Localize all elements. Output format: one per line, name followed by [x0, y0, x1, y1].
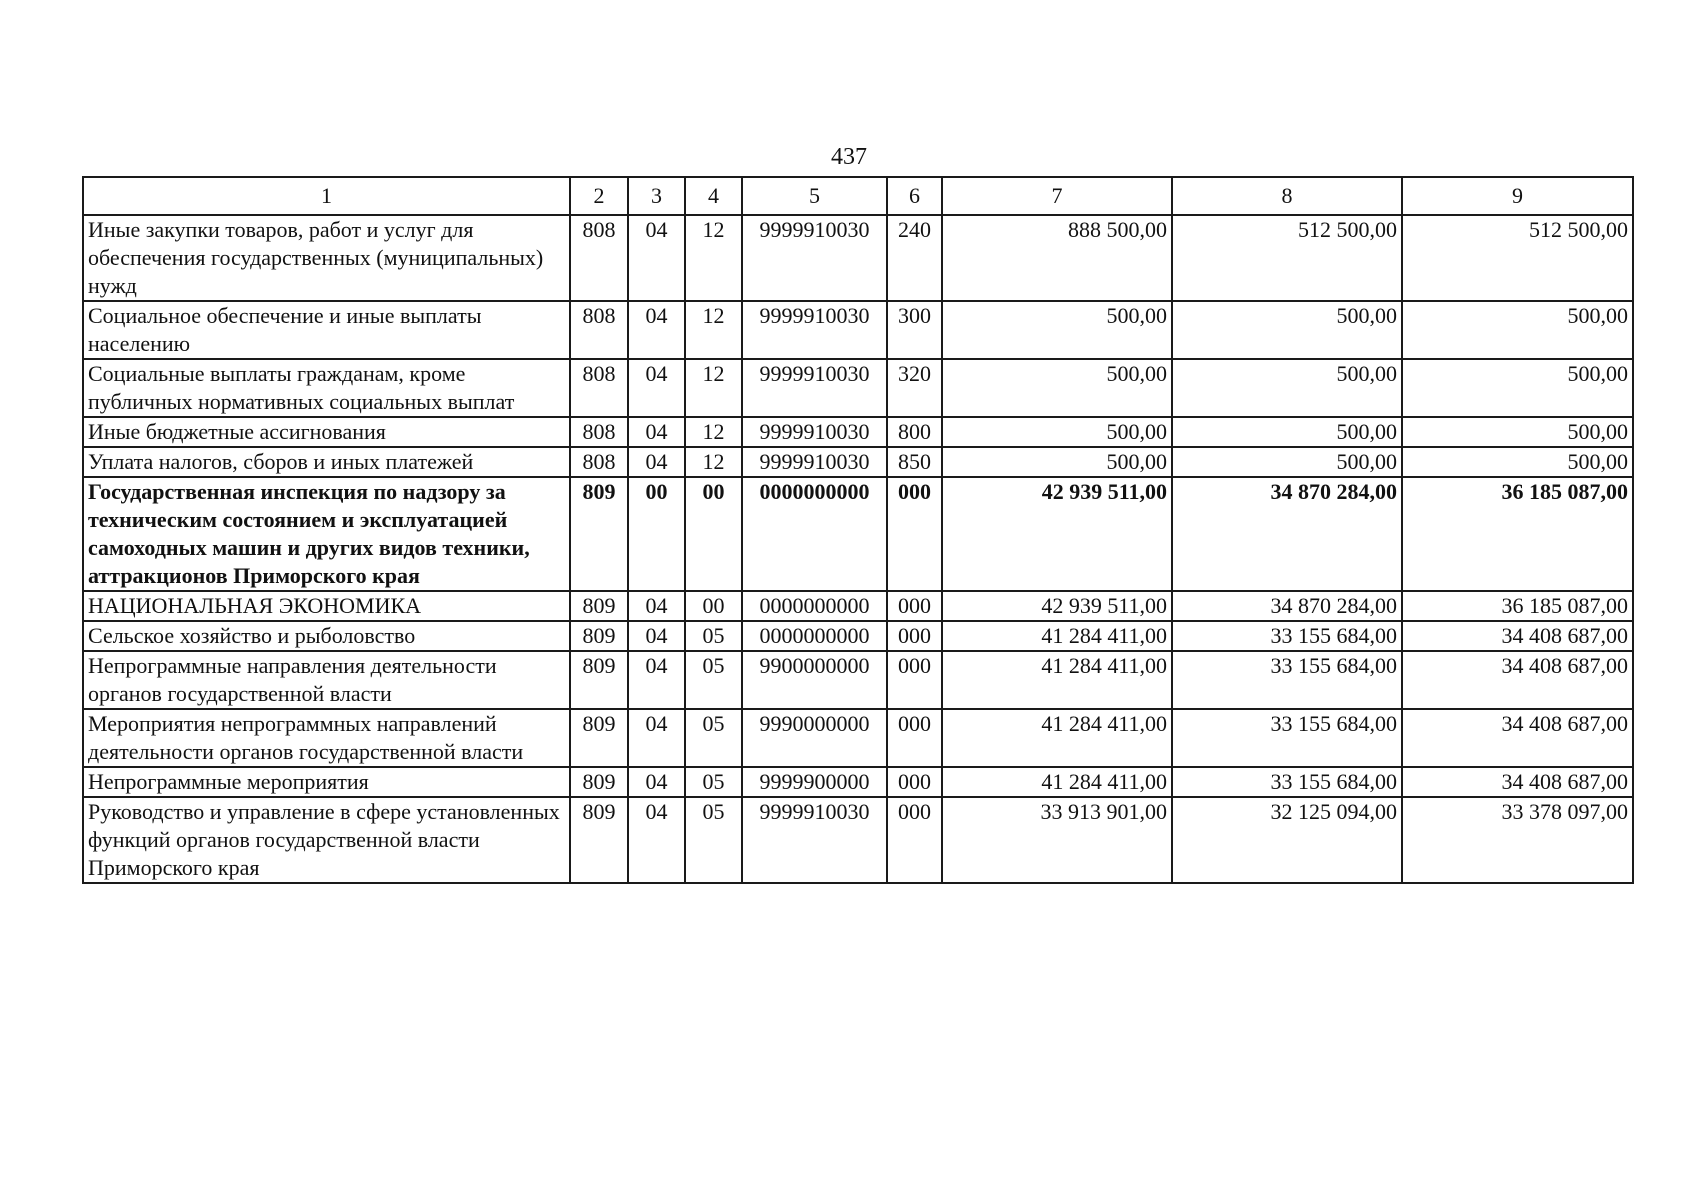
- subsection-code-cell: 12: [685, 417, 742, 447]
- target-article-cell: 9999910030: [742, 215, 887, 301]
- amount-col7-cell: 33 913 901,00: [942, 797, 1172, 883]
- table-row: [83, 767, 1633, 797]
- row-name-cell: Иные закупки товаров, работ и услуг для обеспечения государственных (муниципальных) нужд: [83, 215, 570, 301]
- row-name-cell: Социальные выплаты гражданам, кроме публичных нормативных социальных выплат: [83, 359, 570, 417]
- expense-type-cell: 850: [887, 447, 942, 477]
- row-name-cell: Государственная инспекция по надзору за техническим состоянием и эксплуатацией самоходных машин и других видов техники, аттракционов Приморского края: [83, 477, 570, 591]
- expense-type-cell: 000: [887, 591, 942, 621]
- section-code-cell: 04: [628, 621, 685, 651]
- subsection-code-cell: 05: [685, 651, 742, 709]
- table-row: [83, 359, 1633, 417]
- amount-col8-cell: 33 155 684,00: [1172, 709, 1402, 767]
- table-row: [83, 477, 1633, 591]
- expense-type-cell: 000: [887, 651, 942, 709]
- table-row: [83, 591, 1633, 621]
- amount-col7-cell: 500,00: [942, 301, 1172, 359]
- amount-col9-cell: 34 408 687,00: [1402, 709, 1633, 767]
- expense-type-cell: 300: [887, 301, 942, 359]
- target-article-cell: 9999910030: [742, 447, 887, 477]
- admin-code-cell: 808: [570, 215, 628, 301]
- expense-type-cell: 000: [887, 709, 942, 767]
- subsection-code-cell: 05: [685, 709, 742, 767]
- amount-col9-cell: 500,00: [1402, 417, 1633, 447]
- amount-col7-cell: 500,00: [942, 417, 1172, 447]
- target-article-cell: 9999900000: [742, 767, 887, 797]
- amount-col7-cell: 42 939 511,00: [942, 477, 1172, 591]
- amount-col8-cell: 500,00: [1172, 301, 1402, 359]
- admin-code-cell: 808: [570, 447, 628, 477]
- admin-code-cell: 809: [570, 767, 628, 797]
- table-row: [83, 709, 1633, 767]
- section-code-cell: 04: [628, 767, 685, 797]
- expense-type-cell: 000: [887, 621, 942, 651]
- admin-code-cell: 809: [570, 651, 628, 709]
- section-code-cell: 04: [628, 447, 685, 477]
- subsection-code-cell: 05: [685, 797, 742, 883]
- row-name-cell: Мероприятия непрограммных направлений деятельности органов государственной власти: [83, 709, 570, 767]
- amount-col8-cell: 33 155 684,00: [1172, 651, 1402, 709]
- section-code-cell: 04: [628, 709, 685, 767]
- target-article-cell: 9900000000: [742, 651, 887, 709]
- section-code-cell: 04: [628, 215, 685, 301]
- amount-col9-cell: 34 408 687,00: [1402, 651, 1633, 709]
- target-article-cell: 9999910030: [742, 359, 887, 417]
- amount-col7-cell: 41 284 411,00: [942, 767, 1172, 797]
- amount-col9-cell: 512 500,00: [1402, 215, 1633, 301]
- subsection-code-cell: 12: [685, 215, 742, 301]
- amount-col7-cell: 41 284 411,00: [942, 621, 1172, 651]
- column-header: 7: [942, 177, 1172, 215]
- subsection-code-cell: 12: [685, 359, 742, 417]
- page-number: 437: [831, 144, 867, 170]
- table-row: [83, 651, 1633, 709]
- column-header: 5: [742, 177, 887, 215]
- target-article-cell: 0000000000: [742, 477, 887, 591]
- amount-col9-cell: 34 408 687,00: [1402, 621, 1633, 651]
- amount-col8-cell: 500,00: [1172, 447, 1402, 477]
- amount-col8-cell: 500,00: [1172, 359, 1402, 417]
- row-name-cell: Непрограммные мероприятия: [83, 767, 570, 797]
- expense-type-cell: 000: [887, 477, 942, 591]
- amount-col9-cell: 36 185 087,00: [1402, 477, 1633, 591]
- amount-col9-cell: 33 378 097,00: [1402, 797, 1633, 883]
- amount-col8-cell: 512 500,00: [1172, 215, 1402, 301]
- expense-type-cell: 800: [887, 417, 942, 447]
- budget-table: [82, 176, 1634, 884]
- admin-code-cell: 809: [570, 797, 628, 883]
- amount-col8-cell: 32 125 094,00: [1172, 797, 1402, 883]
- target-article-cell: 9999910030: [742, 301, 887, 359]
- target-article-cell: 9990000000: [742, 709, 887, 767]
- amount-col8-cell: 33 155 684,00: [1172, 767, 1402, 797]
- amount-col8-cell: 33 155 684,00: [1172, 621, 1402, 651]
- admin-code-cell: 808: [570, 359, 628, 417]
- amount-col7-cell: 500,00: [942, 447, 1172, 477]
- target-article-cell: 0000000000: [742, 591, 887, 621]
- subsection-code-cell: 12: [685, 447, 742, 477]
- admin-code-cell: 809: [570, 591, 628, 621]
- section-code-cell: 04: [628, 359, 685, 417]
- row-name-cell: Социальное обеспечение и иные выплаты населению: [83, 301, 570, 359]
- expense-type-cell: 000: [887, 767, 942, 797]
- amount-col7-cell: 500,00: [942, 359, 1172, 417]
- table-row: [83, 301, 1633, 359]
- amount-col7-cell: 41 284 411,00: [942, 709, 1172, 767]
- admin-code-cell: 809: [570, 477, 628, 591]
- subsection-code-cell: 05: [685, 621, 742, 651]
- table-row: [83, 447, 1633, 477]
- admin-code-cell: 809: [570, 621, 628, 651]
- amount-col9-cell: 500,00: [1402, 447, 1633, 477]
- section-code-cell: 04: [628, 797, 685, 883]
- expense-type-cell: 240: [887, 215, 942, 301]
- subsection-code-cell: 12: [685, 301, 742, 359]
- subsection-code-cell: 00: [685, 591, 742, 621]
- target-article-cell: 9999910030: [742, 797, 887, 883]
- section-code-cell: 04: [628, 651, 685, 709]
- amount-col9-cell: 34 408 687,00: [1402, 767, 1633, 797]
- row-name-cell: Уплата налогов, сборов и иных платежей: [83, 447, 570, 477]
- row-name-cell: Сельское хозяйство и рыболовство: [83, 621, 570, 651]
- target-article-cell: 0000000000: [742, 621, 887, 651]
- amount-col9-cell: 500,00: [1402, 359, 1633, 417]
- expense-type-cell: 320: [887, 359, 942, 417]
- amount-col9-cell: 500,00: [1402, 301, 1633, 359]
- amount-col7-cell: 888 500,00: [942, 215, 1172, 301]
- admin-code-cell: 809: [570, 709, 628, 767]
- table-row: [83, 621, 1633, 651]
- section-code-cell: 04: [628, 591, 685, 621]
- column-header: 1: [83, 177, 570, 215]
- column-header: 8: [1172, 177, 1402, 215]
- amount-col8-cell: 34 870 284,00: [1172, 477, 1402, 591]
- row-name-cell: Непрограммные направления деятельности органов государственной власти: [83, 651, 570, 709]
- admin-code-cell: 808: [570, 301, 628, 359]
- subsection-code-cell: 05: [685, 767, 742, 797]
- admin-code-cell: 808: [570, 417, 628, 447]
- amount-col9-cell: 36 185 087,00: [1402, 591, 1633, 621]
- target-article-cell: 9999910030: [742, 417, 887, 447]
- row-name-cell: Руководство и управление в сфере установленных функций органов государственной власти Приморского края: [83, 797, 570, 883]
- column-header: 3: [628, 177, 685, 215]
- column-header: 4: [685, 177, 742, 215]
- row-name-cell: НАЦИОНАЛЬНАЯ ЭКОНОМИКА: [83, 591, 570, 621]
- table-row: [83, 417, 1633, 447]
- amount-col8-cell: 34 870 284,00: [1172, 591, 1402, 621]
- column-header: 2: [570, 177, 628, 215]
- amount-col7-cell: 42 939 511,00: [942, 591, 1172, 621]
- section-code-cell: 04: [628, 417, 685, 447]
- column-header: 9: [1402, 177, 1633, 215]
- row-name-cell: Иные бюджетные ассигнования: [83, 417, 570, 447]
- amount-col8-cell: 500,00: [1172, 417, 1402, 447]
- table-row: [83, 797, 1633, 883]
- section-code-cell: 00: [628, 477, 685, 591]
- amount-col7-cell: 41 284 411,00: [942, 651, 1172, 709]
- table-row: [83, 215, 1633, 301]
- section-code-cell: 04: [628, 301, 685, 359]
- expense-type-cell: 000: [887, 797, 942, 883]
- column-header: 6: [887, 177, 942, 215]
- subsection-code-cell: 00: [685, 477, 742, 591]
- column-number-row: [83, 177, 1633, 215]
